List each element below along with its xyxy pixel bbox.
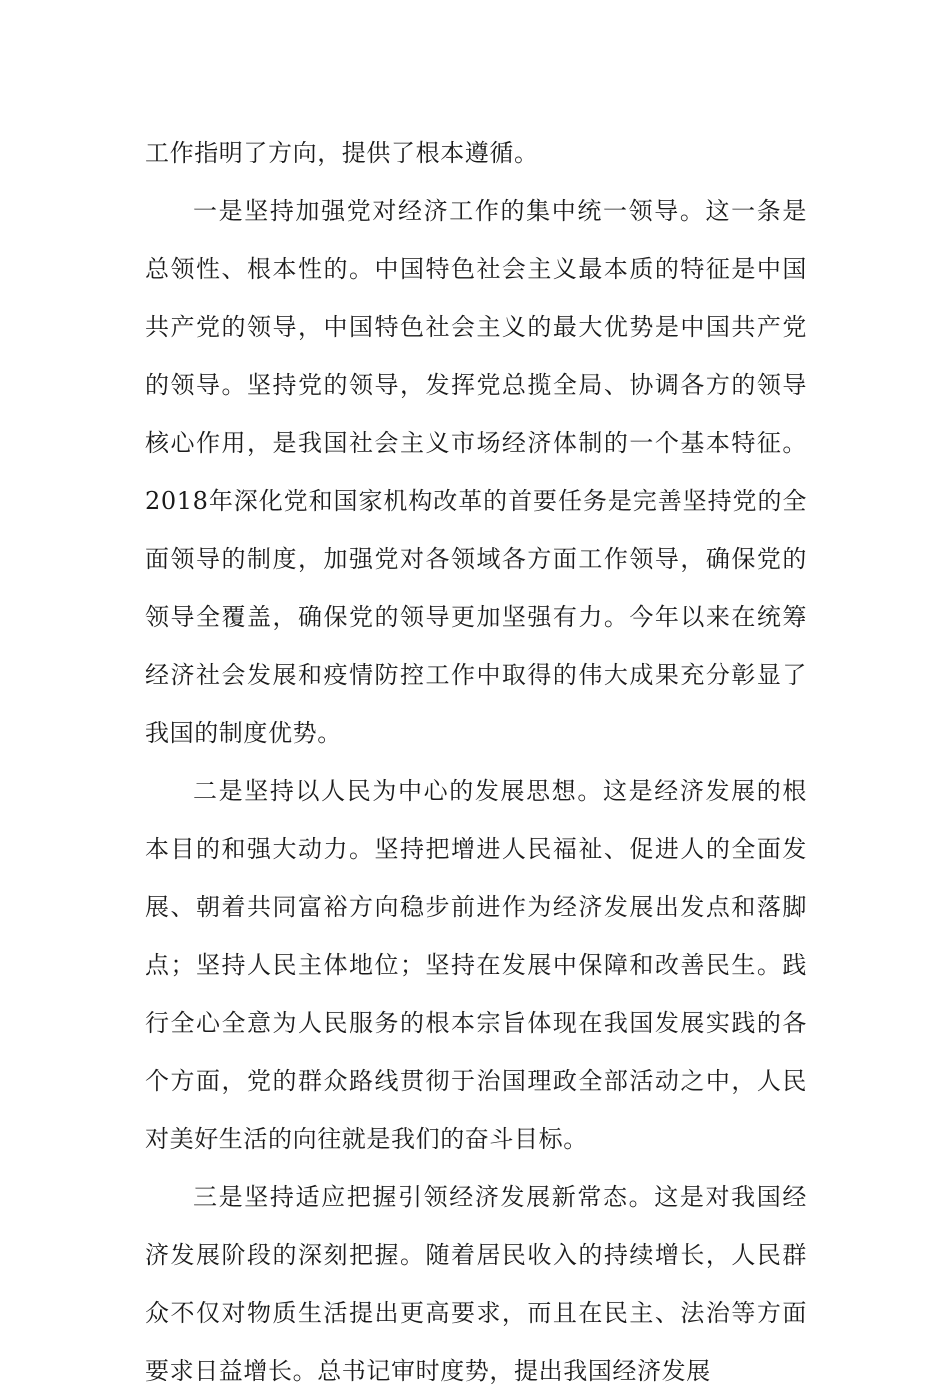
document-body — [145, 124, 807, 1400]
paragraph-continuation: 工作指明了方向，提供了根本遵循。 — [145, 139, 539, 167]
paragraph-point-two: 二是坚持以人民为中心的发展思想。这是经济发展的根本目的和强大动力。坚持把增进人民福祉、促进人的全面发展、朝着共同富裕方向稳步前进作为经济发展出发点和落脚点；坚持人民主体地位；坚持在发展中保障和改善民生。践行全心全意为人民服务的根本宗旨体现在我国发展实践的各个方面，党的群众路线贯彻于治国理政全部活动之中，人民对美好生活的向往就是我们的奋斗目标。 — [145, 777, 807, 1153]
paragraph-point-one: 一是坚持加强党对经济工作的集中统一领导。这一条是总领性、根本性的。中国特色社会主义最本质的特征是中国共产党的领导，中国特色社会主义的最大优势是中国共产党的领导。坚持党的领导，发挥党总揽全局、协调各方的领导核心作用，是我国社会主义市场经济体制的一个基本特征。2018年深化党和国家机构改革的首要任务是完善坚持党的全面领导的制度，加强党对各领域各方面工作领导，确保党的领导全覆盖，确保党的领导更加坚强有力。今年以来在统筹经济社会发展和疫情防控工作中取得的伟大成果充分彰显了我国的制度优势。 — [145, 197, 807, 747]
paragraph-point-three: 三是坚持适应把握引领经济发展新常态。这是对我国经济发展阶段的深刻把握。随着居民收入的持续增长，人民群众不仅对物质生活提出更高要求，而且在民主、法治等方面要求日益增长。总书记审时度势，提出我国经济发展 — [145, 1183, 807, 1385]
